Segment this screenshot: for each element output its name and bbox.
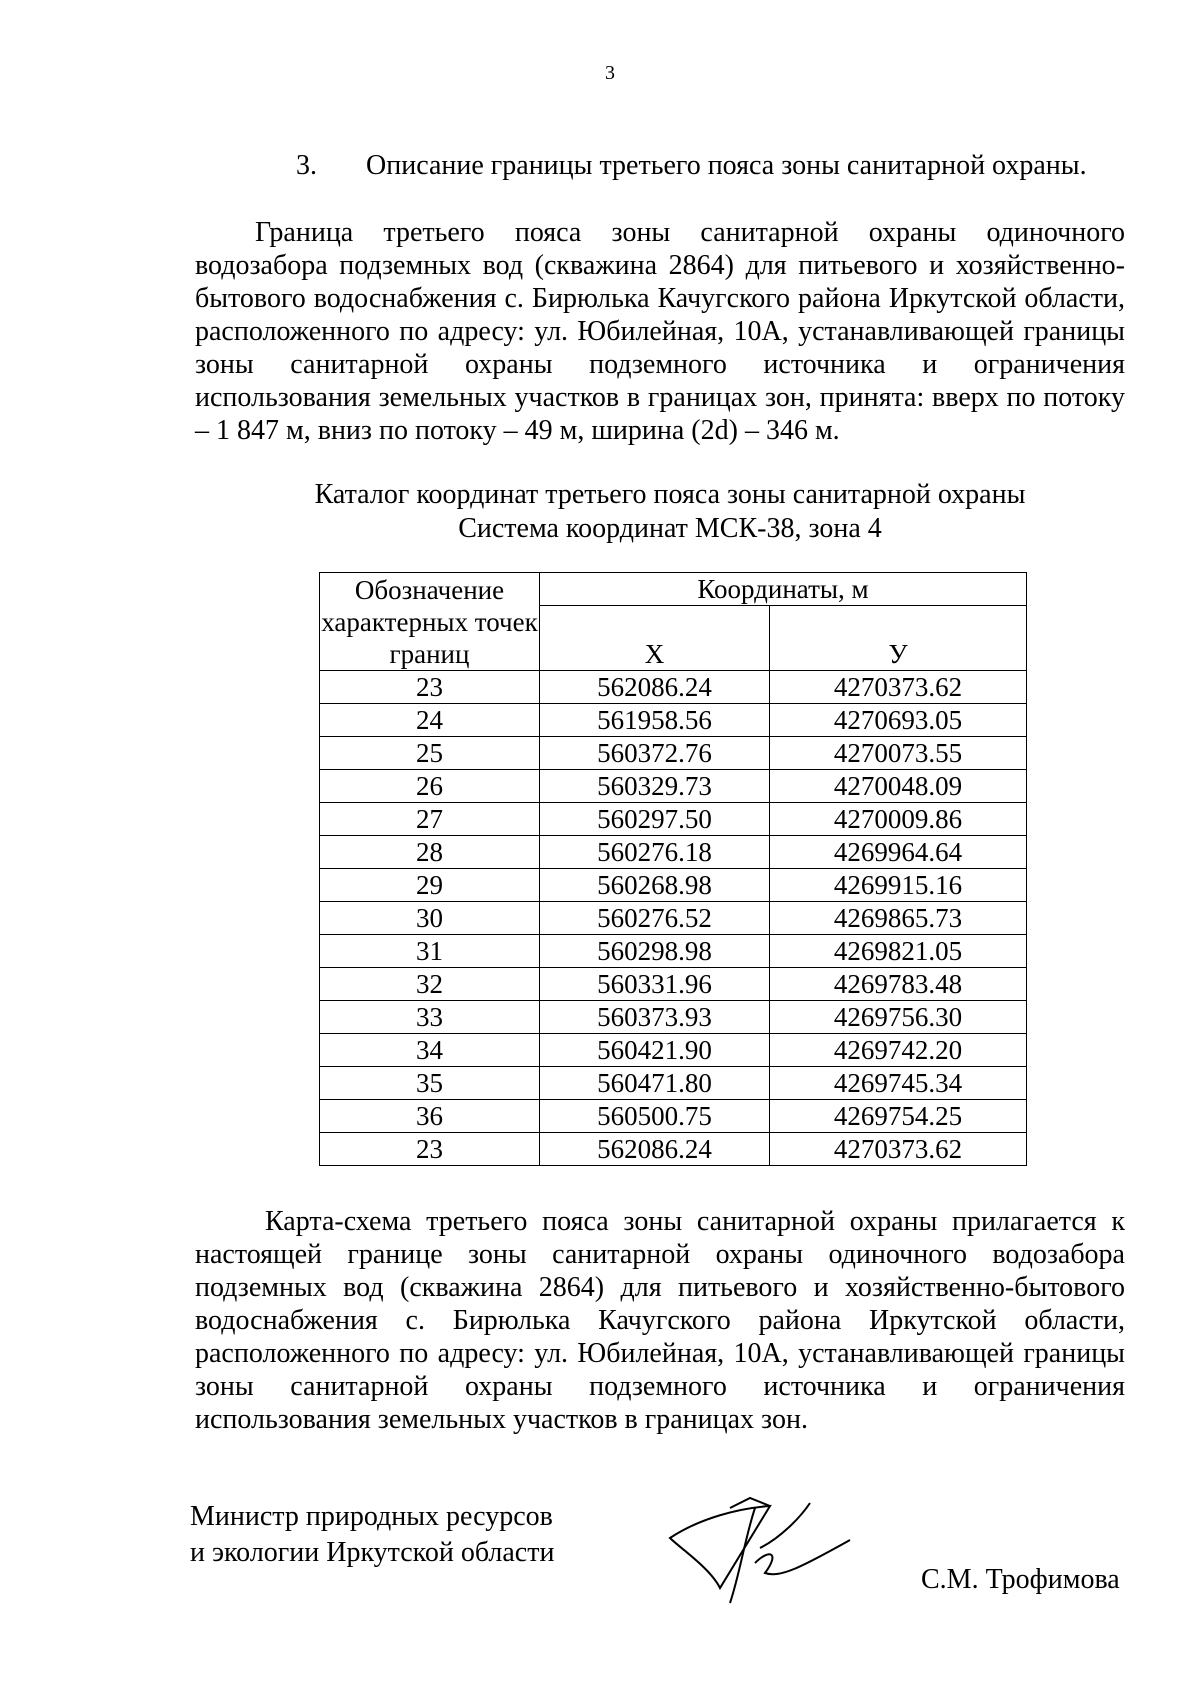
table-row: [320, 1001, 1027, 1034]
point-label-cell: 30: [320, 902, 540, 935]
handwritten-signature: [660, 1478, 860, 1618]
y-coordinate-cell: 4270373.62: [770, 1133, 1027, 1166]
boundary-description-paragraph: Граница третьего пояса зоны санитарной охраны одиночного водозабора подземных вод (скважина 2864) для питьевого и хозяйственно-бытового водоснабжения с. Бирюлька Качугского района Иркутской области, расположенного по адресу: ул. Юбилейная, 10А, устанавливающей границы зоны санитарной охраны подземного источника и ограничения использования земельных участков в границах зон, принята: вверх по потоку – 1 847 м, вниз по потоку – 49 м, ширина (2d) – 346 м.: [195, 217, 1125, 446]
point-label-cell: 31: [320, 935, 540, 968]
x-coordinate-cell: 560373.93: [540, 1001, 770, 1034]
x-coordinate-cell: 560471.80: [540, 1067, 770, 1100]
point-label-header: Обозначение характерных точек границ: [321, 574, 538, 669]
section-title: Описание границы третьего пояса зоны санитарной охраны.: [366, 150, 1087, 181]
x-coordinate-cell: 560329.73: [540, 770, 770, 803]
y-coordinate-cell: 4269865.73: [770, 902, 1027, 935]
table-caption-line1: Каталог координат третьего пояса зоны санитарной охраны: [314, 479, 1026, 510]
coordinates-header: Координаты, м: [540, 573, 1027, 606]
point-label-cell: 26: [320, 770, 540, 803]
signatory-name: С.М. Трофимова: [921, 1564, 1120, 1595]
point-label-cell: 34: [320, 1034, 540, 1067]
y-coordinate-cell: 4270373.62: [770, 671, 1027, 704]
signatory-title: [190, 1499, 554, 1571]
table-row: [320, 671, 1027, 704]
point-label-cell: 23: [320, 1133, 540, 1166]
y-coordinate-cell: 4269754.25: [770, 1100, 1027, 1133]
y-coordinate-cell: 4270073.55: [770, 737, 1027, 770]
table-caption-line2: Система координат МСК-38, зона 4: [458, 513, 882, 544]
signatory-title-line2: и экологии Иркутской области: [190, 1537, 555, 1568]
x-coordinate-cell: 560298.98: [540, 935, 770, 968]
x-coordinate-cell: 560268.98: [540, 869, 770, 902]
y-coordinate-cell: 4270693.05: [770, 704, 1027, 737]
y-coordinate-cell: 4270009.86: [770, 803, 1027, 836]
point-label-cell: 23: [320, 671, 540, 704]
table-row: [320, 902, 1027, 935]
y-coordinate-cell: 4269742.20: [770, 1034, 1027, 1067]
table-caption: [0, 478, 1200, 546]
point-label-cell: 33: [320, 1001, 540, 1034]
table-row: [320, 770, 1027, 803]
x-coordinate-cell: 562086.24: [540, 671, 770, 704]
point-label-cell: 25: [320, 737, 540, 770]
x-coordinate-cell: 560421.90: [540, 1034, 770, 1067]
y-coordinate-cell: 4269915.16: [770, 869, 1027, 902]
x-coordinate-cell: 560372.76: [540, 737, 770, 770]
point-label-cell: 28: [320, 836, 540, 869]
y-coordinate-cell: 4269821.05: [770, 935, 1027, 968]
x-coordinate-cell: 561958.56: [540, 704, 770, 737]
table-row: [320, 1133, 1027, 1166]
coordinates-table: [319, 572, 1027, 1166]
point-label-cell: 35: [320, 1067, 540, 1100]
table-row: [320, 1067, 1027, 1100]
coordinates-table-body: [320, 671, 1027, 1166]
x-coordinate-cell: 560276.52: [540, 902, 770, 935]
table-row: [320, 704, 1027, 737]
table-row: [320, 968, 1027, 1001]
signatory-title-line1: Министр природных ресурсов: [190, 1501, 553, 1532]
point-label-cell: 32: [320, 968, 540, 1001]
table-row: [320, 935, 1027, 968]
table-row: [320, 737, 1027, 770]
table-row: [320, 803, 1027, 836]
point-label-cell: 29: [320, 869, 540, 902]
page-number: 3: [605, 62, 615, 84]
y-coordinate-cell: 4269964.64: [770, 836, 1027, 869]
x-coordinate-cell: 562086.24: [540, 1133, 770, 1166]
y-coordinate-cell: 4269783.48: [770, 968, 1027, 1001]
point-label-cell: 27: [320, 803, 540, 836]
y-coordinate-cell: 4270048.09: [770, 770, 1027, 803]
y-coordinate-cell: 4269756.30: [770, 1001, 1027, 1034]
y-header: У: [770, 606, 1027, 671]
map-scheme-paragraph: Карта-схема третьего пояса зоны санитарной охраны прилагается к настоящей границе зоны санитарной охраны одиночного водозабора подземных вод (скважина 2864) для питьевого и хозяйственно-бытового водоснабжения с. Бирюлька Качугского района Иркутской области, расположенного по адресу: ул. Юбилейная, 10А, устанавливающей границы зоны санитарной охраны подземного источника и ограничения использования земельных участков в границах зон.: [195, 1206, 1125, 1435]
x-coordinate-cell: 560276.18: [540, 836, 770, 869]
point-label-cell: 36: [320, 1100, 540, 1133]
x-header: X: [540, 606, 770, 671]
x-coordinate-cell: 560297.50: [540, 803, 770, 836]
point-label-cell: 24: [320, 704, 540, 737]
x-coordinate-cell: 560331.96: [540, 968, 770, 1001]
table-row: [320, 869, 1027, 902]
table-row: [320, 1100, 1027, 1133]
y-coordinate-cell: 4269745.34: [770, 1067, 1027, 1100]
table-row: [320, 1034, 1027, 1067]
section-heading: [296, 150, 1087, 182]
table-row: [320, 836, 1027, 869]
x-coordinate-cell: 560500.75: [540, 1100, 770, 1133]
section-number: 3.: [296, 150, 317, 181]
